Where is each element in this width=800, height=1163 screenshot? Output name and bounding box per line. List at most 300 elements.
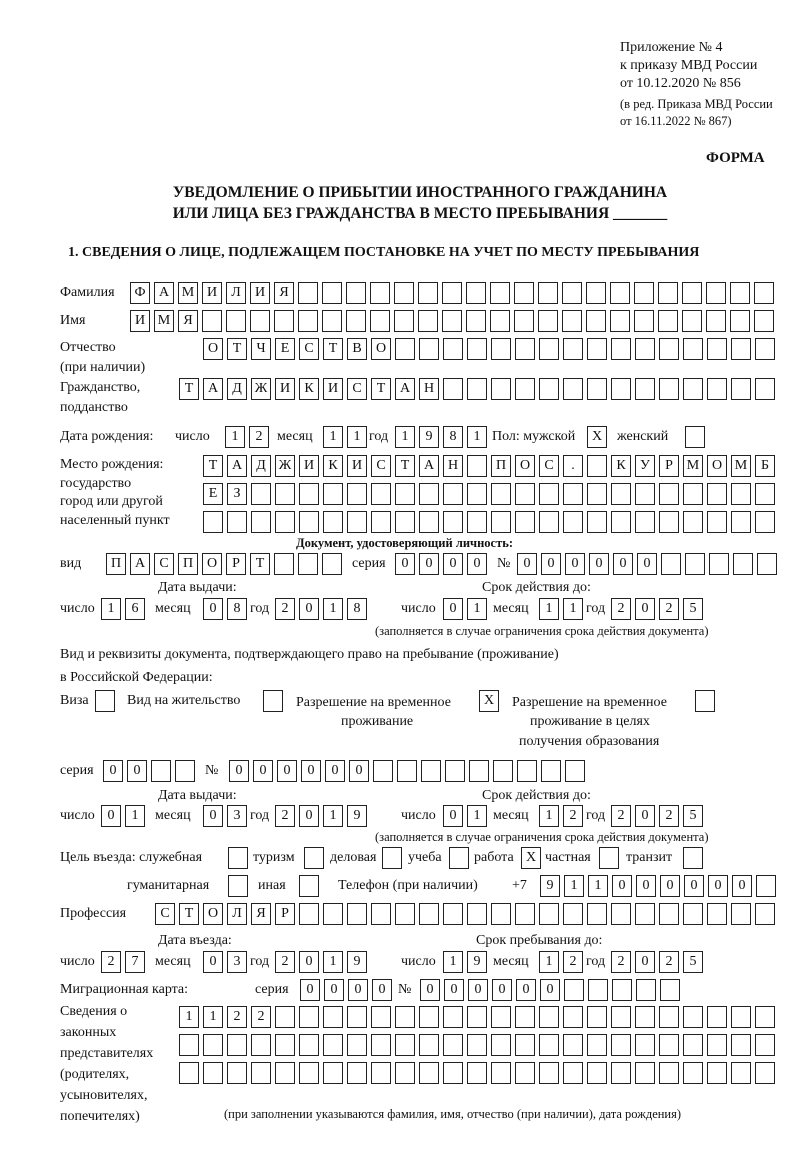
char-cell[interactable] (491, 378, 511, 400)
char-cell[interactable] (754, 282, 774, 304)
char-cell[interactable]: М (683, 455, 703, 477)
char-cell[interactable] (612, 979, 632, 1001)
char-cell[interactable] (707, 903, 727, 925)
char-cell[interactable] (419, 511, 439, 533)
char-cell[interactable] (683, 1006, 703, 1028)
char-cell[interactable] (707, 338, 727, 360)
char-cell[interactable] (563, 483, 583, 505)
char-cell[interactable]: 2 (611, 951, 631, 973)
char-cell[interactable] (588, 979, 608, 1001)
char-cell[interactable] (707, 511, 727, 533)
char-cell[interactable] (755, 1062, 775, 1084)
char-cell[interactable] (635, 338, 655, 360)
char-cell[interactable] (469, 760, 489, 782)
char-cell[interactable] (323, 1034, 343, 1056)
char-cell[interactable] (467, 903, 487, 925)
char-cell[interactable] (538, 310, 558, 332)
char-cell[interactable] (563, 903, 583, 925)
char-cell[interactable]: 2 (659, 951, 679, 973)
char-cell[interactable]: 2 (659, 598, 679, 620)
char-cell[interactable]: 0 (660, 875, 680, 897)
char-cell[interactable] (538, 282, 558, 304)
char-cell[interactable] (250, 310, 270, 332)
char-cell[interactable] (467, 1006, 487, 1028)
char-cell[interactable]: П (491, 455, 511, 477)
char-cell[interactable] (635, 1034, 655, 1056)
char-cell[interactable] (707, 1006, 727, 1028)
char-cell[interactable] (563, 1062, 583, 1084)
char-cell[interactable] (539, 1006, 559, 1028)
char-cell[interactable]: И (323, 378, 343, 400)
char-cell[interactable] (563, 378, 583, 400)
char-cell[interactable] (659, 903, 679, 925)
char-cell[interactable]: 0 (468, 979, 488, 1001)
char-cell[interactable] (445, 760, 465, 782)
char-cell[interactable]: Я (251, 903, 271, 925)
char-cell[interactable] (685, 553, 705, 575)
char-cell[interactable] (707, 1062, 727, 1084)
char-cell[interactable] (298, 553, 318, 575)
char-cell[interactable]: О (203, 903, 223, 925)
char-cell[interactable] (299, 1062, 319, 1084)
char-cell[interactable] (659, 1062, 679, 1084)
char-cell[interactable]: 0 (348, 979, 368, 1001)
char-cell[interactable] (419, 1062, 439, 1084)
char-cell[interactable]: 1 (323, 598, 343, 620)
char-cell[interactable]: 0 (299, 598, 319, 620)
char-cell[interactable]: А (419, 455, 439, 477)
char-cell[interactable] (659, 1006, 679, 1028)
char-cell[interactable]: 0 (492, 979, 512, 1001)
char-cell[interactable]: Р (659, 455, 679, 477)
char-cell[interactable]: 9 (467, 951, 487, 973)
char-cell[interactable] (228, 847, 248, 869)
char-cell[interactable]: 1 (347, 426, 367, 448)
char-cell[interactable]: В (347, 338, 367, 360)
char-cell[interactable] (515, 903, 535, 925)
char-cell[interactable]: 1 (467, 426, 487, 448)
char-cell[interactable] (346, 310, 366, 332)
char-cell[interactable] (587, 903, 607, 925)
char-cell[interactable] (203, 511, 223, 533)
char-cell[interactable]: 0 (203, 951, 223, 973)
char-cell[interactable]: И (130, 310, 150, 332)
char-cell[interactable] (755, 1034, 775, 1056)
char-cell[interactable] (611, 1034, 631, 1056)
char-cell[interactable] (299, 483, 319, 505)
char-cell[interactable]: 1 (443, 951, 463, 973)
char-cell[interactable] (539, 1034, 559, 1056)
char-cell[interactable]: Т (227, 338, 247, 360)
char-cell[interactable] (756, 875, 776, 897)
char-cell[interactable] (419, 1034, 439, 1056)
char-cell[interactable] (731, 378, 751, 400)
char-cell[interactable] (202, 310, 222, 332)
char-cell[interactable] (443, 511, 463, 533)
char-cell[interactable]: Р (275, 903, 295, 925)
char-cell[interactable]: 1 (467, 805, 487, 827)
char-cell[interactable]: 7 (125, 951, 145, 973)
char-cell[interactable] (275, 511, 295, 533)
char-cell[interactable] (442, 310, 462, 332)
char-cell[interactable] (467, 483, 487, 505)
char-cell[interactable]: 1 (539, 805, 559, 827)
char-cell[interactable] (755, 378, 775, 400)
char-cell[interactable] (347, 1034, 367, 1056)
char-cell[interactable] (371, 1062, 391, 1084)
char-cell[interactable] (346, 282, 366, 304)
char-cell[interactable]: 0 (541, 553, 561, 575)
char-cell[interactable]: 0 (612, 875, 632, 897)
char-cell[interactable]: Т (323, 338, 343, 360)
char-cell[interactable] (541, 760, 561, 782)
char-cell[interactable] (467, 511, 487, 533)
char-cell[interactable] (275, 1006, 295, 1028)
char-cell[interactable] (755, 511, 775, 533)
char-cell[interactable] (587, 455, 607, 477)
char-cell[interactable] (611, 1062, 631, 1084)
char-cell[interactable] (304, 847, 324, 869)
char-cell[interactable] (515, 1062, 535, 1084)
char-cell[interactable] (562, 282, 582, 304)
char-cell[interactable]: 2 (611, 598, 631, 620)
char-cell[interactable]: 9 (419, 426, 439, 448)
char-cell[interactable]: К (611, 455, 631, 477)
char-cell[interactable] (443, 903, 463, 925)
char-cell[interactable] (659, 511, 679, 533)
char-cell[interactable]: А (154, 282, 174, 304)
char-cell[interactable] (443, 1034, 463, 1056)
char-cell[interactable]: 9 (540, 875, 560, 897)
char-cell[interactable] (659, 483, 679, 505)
char-cell[interactable] (755, 903, 775, 925)
char-cell[interactable] (730, 310, 750, 332)
char-cell[interactable] (394, 282, 414, 304)
char-cell[interactable] (419, 338, 439, 360)
char-cell[interactable]: 1 (539, 951, 559, 973)
char-cell[interactable]: 0 (277, 760, 297, 782)
char-cell[interactable]: 1 (225, 426, 245, 448)
char-cell[interactable] (565, 760, 585, 782)
char-cell[interactable]: 0 (300, 979, 320, 1001)
char-cell[interactable] (517, 760, 537, 782)
char-cell[interactable] (322, 282, 342, 304)
char-cell[interactable] (419, 903, 439, 925)
char-cell[interactable]: 1 (203, 1006, 223, 1028)
char-cell[interactable] (274, 553, 294, 575)
char-cell[interactable] (515, 511, 535, 533)
char-cell[interactable] (275, 483, 295, 505)
char-cell[interactable] (659, 378, 679, 400)
char-cell[interactable]: Т (395, 455, 415, 477)
char-cell[interactable]: Я (178, 310, 198, 332)
char-cell[interactable]: X (479, 690, 499, 712)
char-cell[interactable] (515, 483, 535, 505)
char-cell[interactable] (395, 903, 415, 925)
char-cell[interactable]: Т (250, 553, 270, 575)
char-cell[interactable] (299, 1034, 319, 1056)
char-cell[interactable]: 0 (684, 875, 704, 897)
char-cell[interactable]: 0 (443, 553, 463, 575)
char-cell[interactable]: 0 (203, 805, 223, 827)
char-cell[interactable] (635, 1062, 655, 1084)
char-cell[interactable] (635, 483, 655, 505)
char-cell[interactable] (587, 1006, 607, 1028)
char-cell[interactable] (347, 1006, 367, 1028)
char-cell[interactable]: И (299, 455, 319, 477)
char-cell[interactable] (203, 1062, 223, 1084)
char-cell[interactable]: 0 (299, 805, 319, 827)
char-cell[interactable] (491, 903, 511, 925)
char-cell[interactable]: 2 (101, 951, 121, 973)
char-cell[interactable] (754, 310, 774, 332)
char-cell[interactable] (659, 1034, 679, 1056)
char-cell[interactable]: О (707, 455, 727, 477)
char-cell[interactable] (443, 338, 463, 360)
char-cell[interactable]: Л (226, 282, 246, 304)
char-cell[interactable] (299, 875, 319, 897)
char-cell[interactable] (658, 310, 678, 332)
char-cell[interactable]: У (635, 455, 655, 477)
char-cell[interactable]: 0 (203, 598, 223, 620)
char-cell[interactable]: 0 (516, 979, 536, 1001)
char-cell[interactable]: Е (203, 483, 223, 505)
char-cell[interactable] (755, 338, 775, 360)
char-cell[interactable]: 1 (323, 426, 343, 448)
char-cell[interactable] (449, 847, 469, 869)
char-cell[interactable] (466, 310, 486, 332)
char-cell[interactable]: 0 (325, 760, 345, 782)
char-cell[interactable] (251, 1034, 271, 1056)
char-cell[interactable]: 0 (324, 979, 344, 1001)
char-cell[interactable]: 2 (275, 805, 295, 827)
char-cell[interactable] (228, 875, 248, 897)
char-cell[interactable] (322, 310, 342, 332)
char-cell[interactable]: 8 (443, 426, 463, 448)
char-cell[interactable] (635, 511, 655, 533)
char-cell[interactable] (658, 282, 678, 304)
char-cell[interactable]: 6 (125, 598, 145, 620)
char-cell[interactable]: 0 (103, 760, 123, 782)
char-cell[interactable]: 0 (349, 760, 369, 782)
char-cell[interactable]: 2 (611, 805, 631, 827)
char-cell[interactable] (491, 338, 511, 360)
char-cell[interactable] (731, 903, 751, 925)
char-cell[interactable] (347, 903, 367, 925)
char-cell[interactable]: О (371, 338, 391, 360)
char-cell[interactable]: И (202, 282, 222, 304)
char-cell[interactable]: 1 (179, 1006, 199, 1028)
char-cell[interactable] (634, 310, 654, 332)
char-cell[interactable] (661, 553, 681, 575)
char-cell[interactable]: 0 (127, 760, 147, 782)
char-cell[interactable] (493, 760, 513, 782)
char-cell[interactable] (226, 310, 246, 332)
char-cell[interactable] (397, 760, 417, 782)
char-cell[interactable] (586, 282, 606, 304)
char-cell[interactable] (491, 1006, 511, 1028)
char-cell[interactable] (563, 511, 583, 533)
char-cell[interactable] (659, 338, 679, 360)
char-cell[interactable] (599, 847, 619, 869)
char-cell[interactable] (695, 690, 715, 712)
char-cell[interactable] (421, 760, 441, 782)
char-cell[interactable]: 8 (347, 598, 367, 620)
char-cell[interactable] (731, 338, 751, 360)
char-cell[interactable]: Ч (251, 338, 271, 360)
char-cell[interactable] (611, 1006, 631, 1028)
char-cell[interactable]: М (154, 310, 174, 332)
char-cell[interactable]: Д (227, 378, 247, 400)
char-cell[interactable] (539, 1062, 559, 1084)
char-cell[interactable] (685, 426, 705, 448)
char-cell[interactable] (347, 511, 367, 533)
char-cell[interactable]: 0 (637, 553, 657, 575)
char-cell[interactable]: 9 (347, 951, 367, 973)
char-cell[interactable]: Т (179, 903, 199, 925)
char-cell[interactable]: 0 (636, 875, 656, 897)
char-cell[interactable] (370, 310, 390, 332)
char-cell[interactable]: Л (227, 903, 247, 925)
char-cell[interactable] (491, 511, 511, 533)
char-cell[interactable] (323, 1006, 343, 1028)
char-cell[interactable] (731, 483, 751, 505)
char-cell[interactable] (466, 282, 486, 304)
char-cell[interactable]: 2 (251, 1006, 271, 1028)
char-cell[interactable]: 5 (683, 598, 703, 620)
char-cell[interactable] (274, 310, 294, 332)
char-cell[interactable] (539, 903, 559, 925)
char-cell[interactable]: А (395, 378, 415, 400)
char-cell[interactable]: 2 (563, 951, 583, 973)
char-cell[interactable]: 0 (565, 553, 585, 575)
char-cell[interactable] (611, 338, 631, 360)
char-cell[interactable] (371, 511, 391, 533)
char-cell[interactable]: 0 (589, 553, 609, 575)
char-cell[interactable] (683, 511, 703, 533)
char-cell[interactable] (755, 1006, 775, 1028)
char-cell[interactable]: О (203, 338, 223, 360)
char-cell[interactable]: 2 (227, 1006, 247, 1028)
char-cell[interactable] (395, 1034, 415, 1056)
char-cell[interactable] (179, 1062, 199, 1084)
char-cell[interactable] (419, 1006, 439, 1028)
char-cell[interactable]: 0 (517, 553, 537, 575)
char-cell[interactable]: 0 (708, 875, 728, 897)
char-cell[interactable] (373, 760, 393, 782)
char-cell[interactable]: 5 (683, 951, 703, 973)
char-cell[interactable] (563, 1006, 583, 1028)
char-cell[interactable] (443, 1062, 463, 1084)
char-cell[interactable] (347, 483, 367, 505)
char-cell[interactable]: 3 (227, 805, 247, 827)
char-cell[interactable] (371, 483, 391, 505)
char-cell[interactable]: П (178, 553, 198, 575)
char-cell[interactable] (587, 1034, 607, 1056)
char-cell[interactable]: А (130, 553, 150, 575)
char-cell[interactable] (443, 378, 463, 400)
char-cell[interactable] (323, 1062, 343, 1084)
char-cell[interactable] (299, 903, 319, 925)
char-cell[interactable]: 2 (275, 951, 295, 973)
char-cell[interactable] (564, 979, 584, 1001)
char-cell[interactable] (683, 847, 703, 869)
char-cell[interactable] (587, 511, 607, 533)
char-cell[interactable] (298, 310, 318, 332)
char-cell[interactable]: 3 (227, 951, 247, 973)
char-cell[interactable]: О (515, 455, 535, 477)
char-cell[interactable]: Ж (275, 455, 295, 477)
char-cell[interactable]: 8 (227, 598, 247, 620)
char-cell[interactable] (683, 378, 703, 400)
char-cell[interactable] (323, 511, 343, 533)
char-cell[interactable]: С (539, 455, 559, 477)
char-cell[interactable]: К (323, 455, 343, 477)
char-cell[interactable] (707, 378, 727, 400)
char-cell[interactable]: С (155, 903, 175, 925)
char-cell[interactable] (635, 1006, 655, 1028)
char-cell[interactable]: 0 (635, 951, 655, 973)
char-cell[interactable]: 0 (101, 805, 121, 827)
char-cell[interactable] (227, 1062, 247, 1084)
char-cell[interactable] (539, 378, 559, 400)
char-cell[interactable] (395, 483, 415, 505)
char-cell[interactable] (635, 378, 655, 400)
char-cell[interactable]: 2 (659, 805, 679, 827)
char-cell[interactable]: 0 (443, 805, 463, 827)
char-cell[interactable] (442, 282, 462, 304)
char-cell[interactable]: 9 (347, 805, 367, 827)
char-cell[interactable] (514, 282, 534, 304)
char-cell[interactable]: 0 (301, 760, 321, 782)
char-cell[interactable]: 1 (323, 951, 343, 973)
char-cell[interactable] (683, 1034, 703, 1056)
char-cell[interactable] (610, 310, 630, 332)
char-cell[interactable] (275, 1034, 295, 1056)
char-cell[interactable] (418, 282, 438, 304)
char-cell[interactable] (706, 282, 726, 304)
char-cell[interactable] (443, 1006, 463, 1028)
char-cell[interactable]: X (521, 847, 541, 869)
char-cell[interactable]: 0 (253, 760, 273, 782)
char-cell[interactable] (263, 690, 283, 712)
char-cell[interactable]: X (587, 426, 607, 448)
char-cell[interactable]: 0 (635, 598, 655, 620)
char-cell[interactable] (733, 553, 753, 575)
char-cell[interactable] (323, 483, 343, 505)
char-cell[interactable] (660, 979, 680, 1001)
char-cell[interactable]: П (106, 553, 126, 575)
char-cell[interactable] (95, 690, 115, 712)
char-cell[interactable] (707, 483, 727, 505)
char-cell[interactable] (370, 282, 390, 304)
char-cell[interactable]: 0 (540, 979, 560, 1001)
char-cell[interactable]: Ф (130, 282, 150, 304)
char-cell[interactable] (587, 1062, 607, 1084)
char-cell[interactable]: А (227, 455, 247, 477)
char-cell[interactable]: М (178, 282, 198, 304)
char-cell[interactable] (299, 511, 319, 533)
char-cell[interactable] (394, 310, 414, 332)
char-cell[interactable] (382, 847, 402, 869)
char-cell[interactable]: Т (179, 378, 199, 400)
char-cell[interactable]: 5 (683, 805, 703, 827)
char-cell[interactable] (610, 282, 630, 304)
char-cell[interactable] (298, 282, 318, 304)
char-cell[interactable] (683, 1062, 703, 1084)
char-cell[interactable] (611, 903, 631, 925)
char-cell[interactable] (491, 483, 511, 505)
